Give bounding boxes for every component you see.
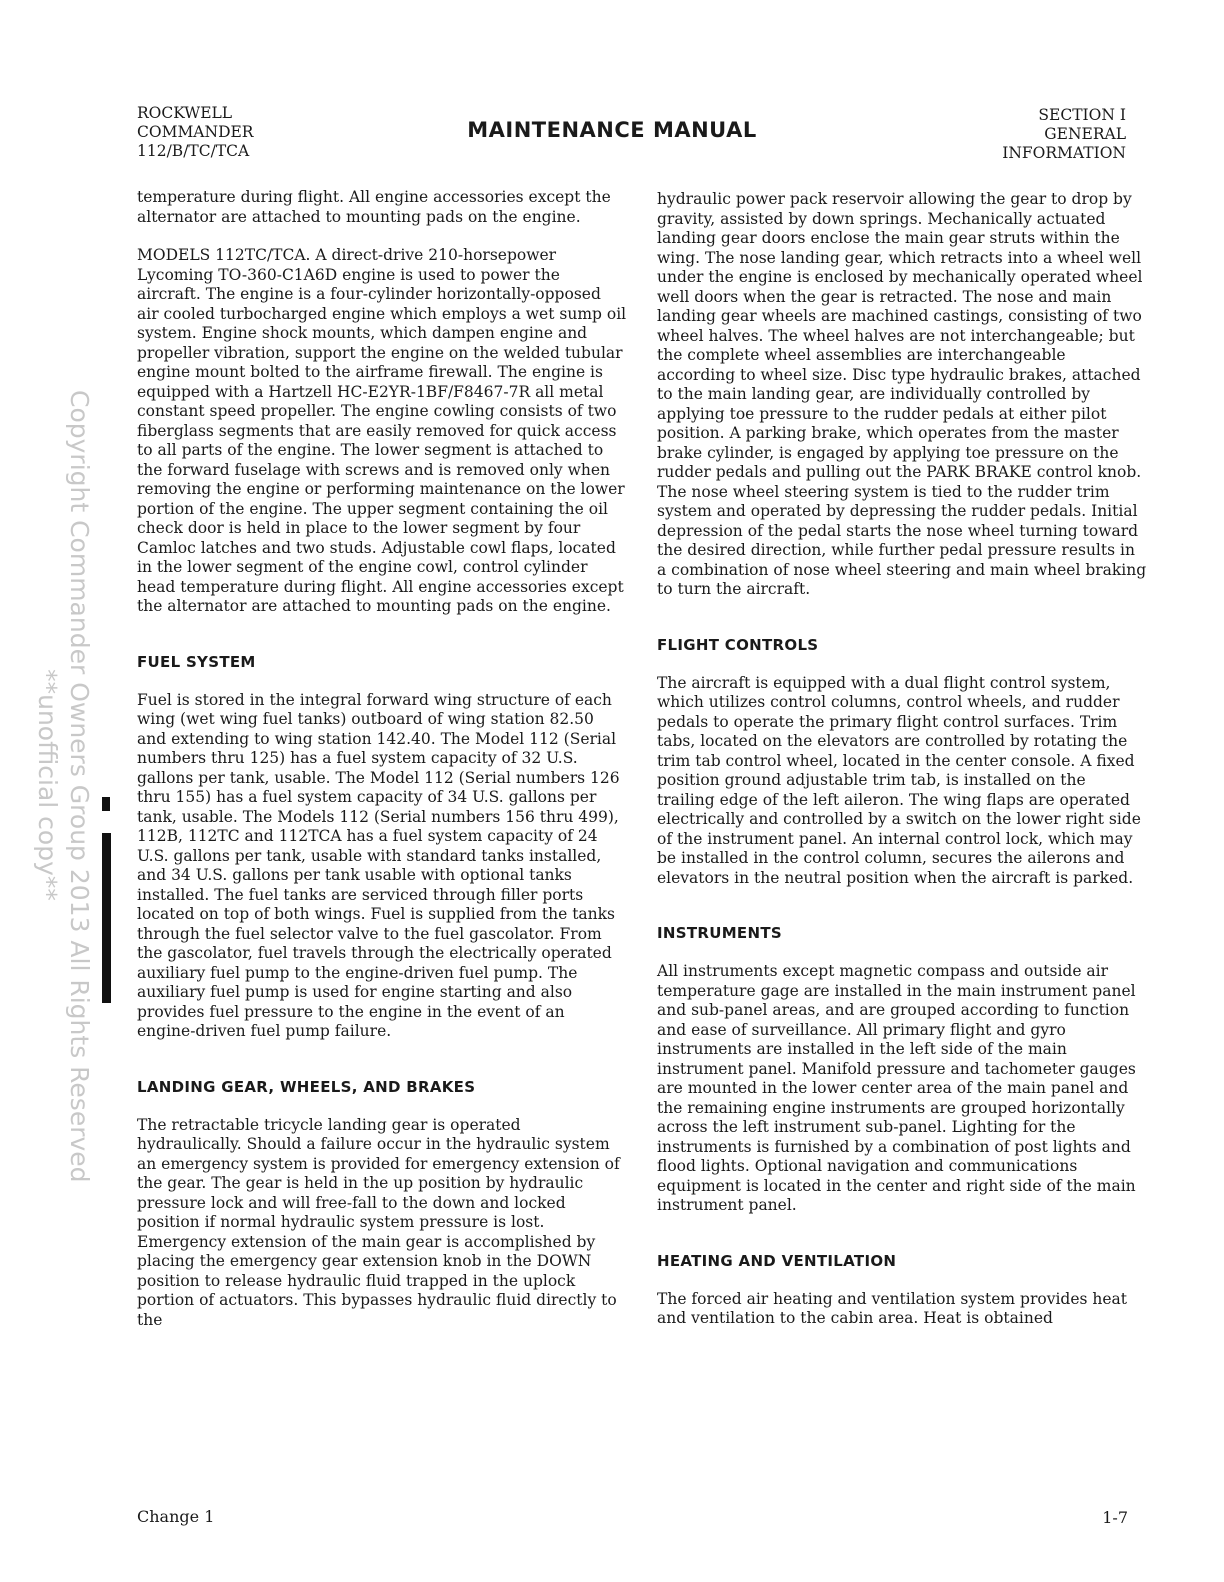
header-right-line: SECTION I [1038,106,1126,124]
section-heading-landing-gear: LANDING GEAR, WHEELS, AND BRAKES [137,1077,476,1096]
header-right-line: GENERAL [1044,125,1126,143]
page-number: 1-7 [1102,1508,1128,1527]
paragraph: The aircraft is equipped with a dual flight control system, which utilizes control columns, control wheels, and rudder pedals to operate the primary flight control surfaces. Trim tabs, located on the elevators are controlled by rotating the trim tab control wheel, located in the center console. A fixed position ground adjustable trim tab, is installed on the trailing edge of the left aileron. The wing flaps are operated electrically and controlled by a switch on the lower right side of the instrument panel. An internal control lock, which may be installed in the control column, secures the ailerons and elevators in the neutral position when the aircraft is parked. [657,673,1141,887]
right-column [657,190,1147,1329]
header-left-line: 112/B/TC/TCA [137,142,250,160]
paragraph: hydraulic power pack reservoir allowing the gear to drop by gravity, assisted by down springs. Mechanically actuated landing gear doors enclose the main gear struts within the wing. The nose landing gear, which retracts into a wheel well under the engine is enclosed by mechanically operated wheel well doors when the gear is retracted. The nose and main landing gear wheels are machined castings, consisting of two wheel halves. The wheel halves are not interchangeable; but the complete wheel assemblies are interchangeable according to wheel size. Disc type hydraulic brakes, attached to the main landing gear, are individually controlled by applying toe pressure to the rudder pedals at either pilot position. A parking brake, which operates from the master brake cylinder, is engaged by applying toe pressure on the rudder pedals and pulling out the PARK BRAKE control knob. The nose wheel steering system is tied to the rudder trim system and operated by depressing the rudder pedals. Initial depression of the pedal starts the nose wheel turning toward the desired direction, while further pedal pressure results in a combination of nose wheel steering and main wheel braking to turn the aircraft. [657,190,1147,598]
section-heading-flight-controls: FLIGHT CONTROLS [657,635,819,654]
section-heading-instruments: INSTRUMENTS [657,924,782,942]
paragraph: Fuel is stored in the integral forward wing structure of each wing (wet wing fuel tanks) outboard of wing station 82.50 and extending to wing station 142.40. The Model 112 (Serial numbers thru 125) has a fuel system capacity of 32 U.S. gallons per tank, usable. The Model 112 (Serial numbers 126 thru 155) has a fuel system capacity of 34 U.S. gallons per tank, usable. The Models 112 (Serial numbers 156 thru 499), 112B, 112TC and 112TCA has a fuel system capacity of 24 U.S. gallons per tank, usable with standard tanks installed, and 34 U.S. gallons per tank usable with optional tanks installed. The fuel tanks are serviced through filler ports located on top of both wings. Fuel is supplied from the tanks through the fuel selector valve to the fuel gascolator. From the gascolator, fuel travels through the electrically operated auxiliary fuel pump to the engine-driven fuel pump. The auxiliary fuel pump is used for engine starting and also provides fuel pressure to the engine in the event of an engine-driven fuel pump failure. [137,690,620,1040]
change-bar [102,833,111,1003]
paragraph: All instruments except magnetic compass and outside air temperature gage are installed in the main instrument panel and sub-panel areas, and are grouped according to function and ease of surveillance. All primary flight and gyro instruments are installed in the left side of the main instrument panel. Manifold pressure and tachometer gauges are mounted in the lower center area of the main panel and the remaining engine instruments are grouped horizontally across the left instrument sub-panel. Lighting for the instruments is furnished by a combination of post lights and flood lights. Optional navigation and communications equipment is located in the center and right side of the main instrument panel. [657,962,1136,1214]
paragraph: MODELS 112TC/TCA. A direct-drive 210-horsepower Lycoming TO-360-C1A6D engine is used to power the aircraft. The engine is a four-cylinder horizontally-opposed air cooled turbocharged engine which employs a wet sump oil system. Engine shock mounts, which dampen engine and propeller vibration, support the engine on the welded tubular engine mount bolted to the airframe firewall. The engine is equipped with a Hartzell HC-E2YR-1BF/F8467-7R all metal constant speed propeller. The engine cowling consists of two fiberglass segments that are easily removed for quick access to all parts of the engine. The lower segment is attached to the forward fuselage with screws and is removed only when removing the engine or performing maintenance on the lower portion of the engine. The upper segment containing the oil check door is held in place to the lower segment by four Camloc latches and two studs. Adjustable cowl flaps, located in the lower segment of the engine cowl, control cylinder head temperature during flight. All engine accessories except the alternator are attached to mounting pads on the engine. [137,246,627,615]
paragraph: The forced air heating and ventilation system provides heat and ventilation to the cabin area. Heat is obtained [657,1289,1128,1327]
paragraph: The retractable tricycle landing gear is operated hydraulically. Should a failure occur in the hydraulic system an emergency system is provided for emergency extension of the gear. The gear is held in the up position by hydraulic pressure lock and will free-fall to the down and locked position if normal hydraulic system pressure is lost. Emergency extension of the main gear is accomplished by placing the emergency gear extension knob in the DOWN position to release hydraulic fluid trapped in the uplock portion of actuators. This bypasses hydraulic fluid directly to the [137,1115,620,1329]
header-section-block [1002,106,1126,163]
header-left-line: ROCKWELL [137,104,233,122]
copyright-watermark [33,390,100,1183]
footer-change-label: Change 1 [137,1507,215,1526]
section-heading-fuel-system: FUEL SYSTEM [137,652,256,671]
change-bar-mark [102,797,110,811]
left-column [137,188,627,1330]
header-right-line: INFORMATION [1002,144,1126,162]
section-heading-heating-ventilation: HEATING AND VENTILATION [657,1251,897,1270]
page-title: MAINTENANCE MANUAL [467,118,757,142]
header-left-line: COMMANDER [137,123,254,141]
watermark-line: **unofficial copy** [33,669,62,901]
paragraph: temperature during flight. All engine accessories except the alternator are attached to mounting pads on the engine. [137,188,611,226]
watermark-line: Copyright Commander Owners Group 2013 All Rights Reserved [65,390,94,1183]
